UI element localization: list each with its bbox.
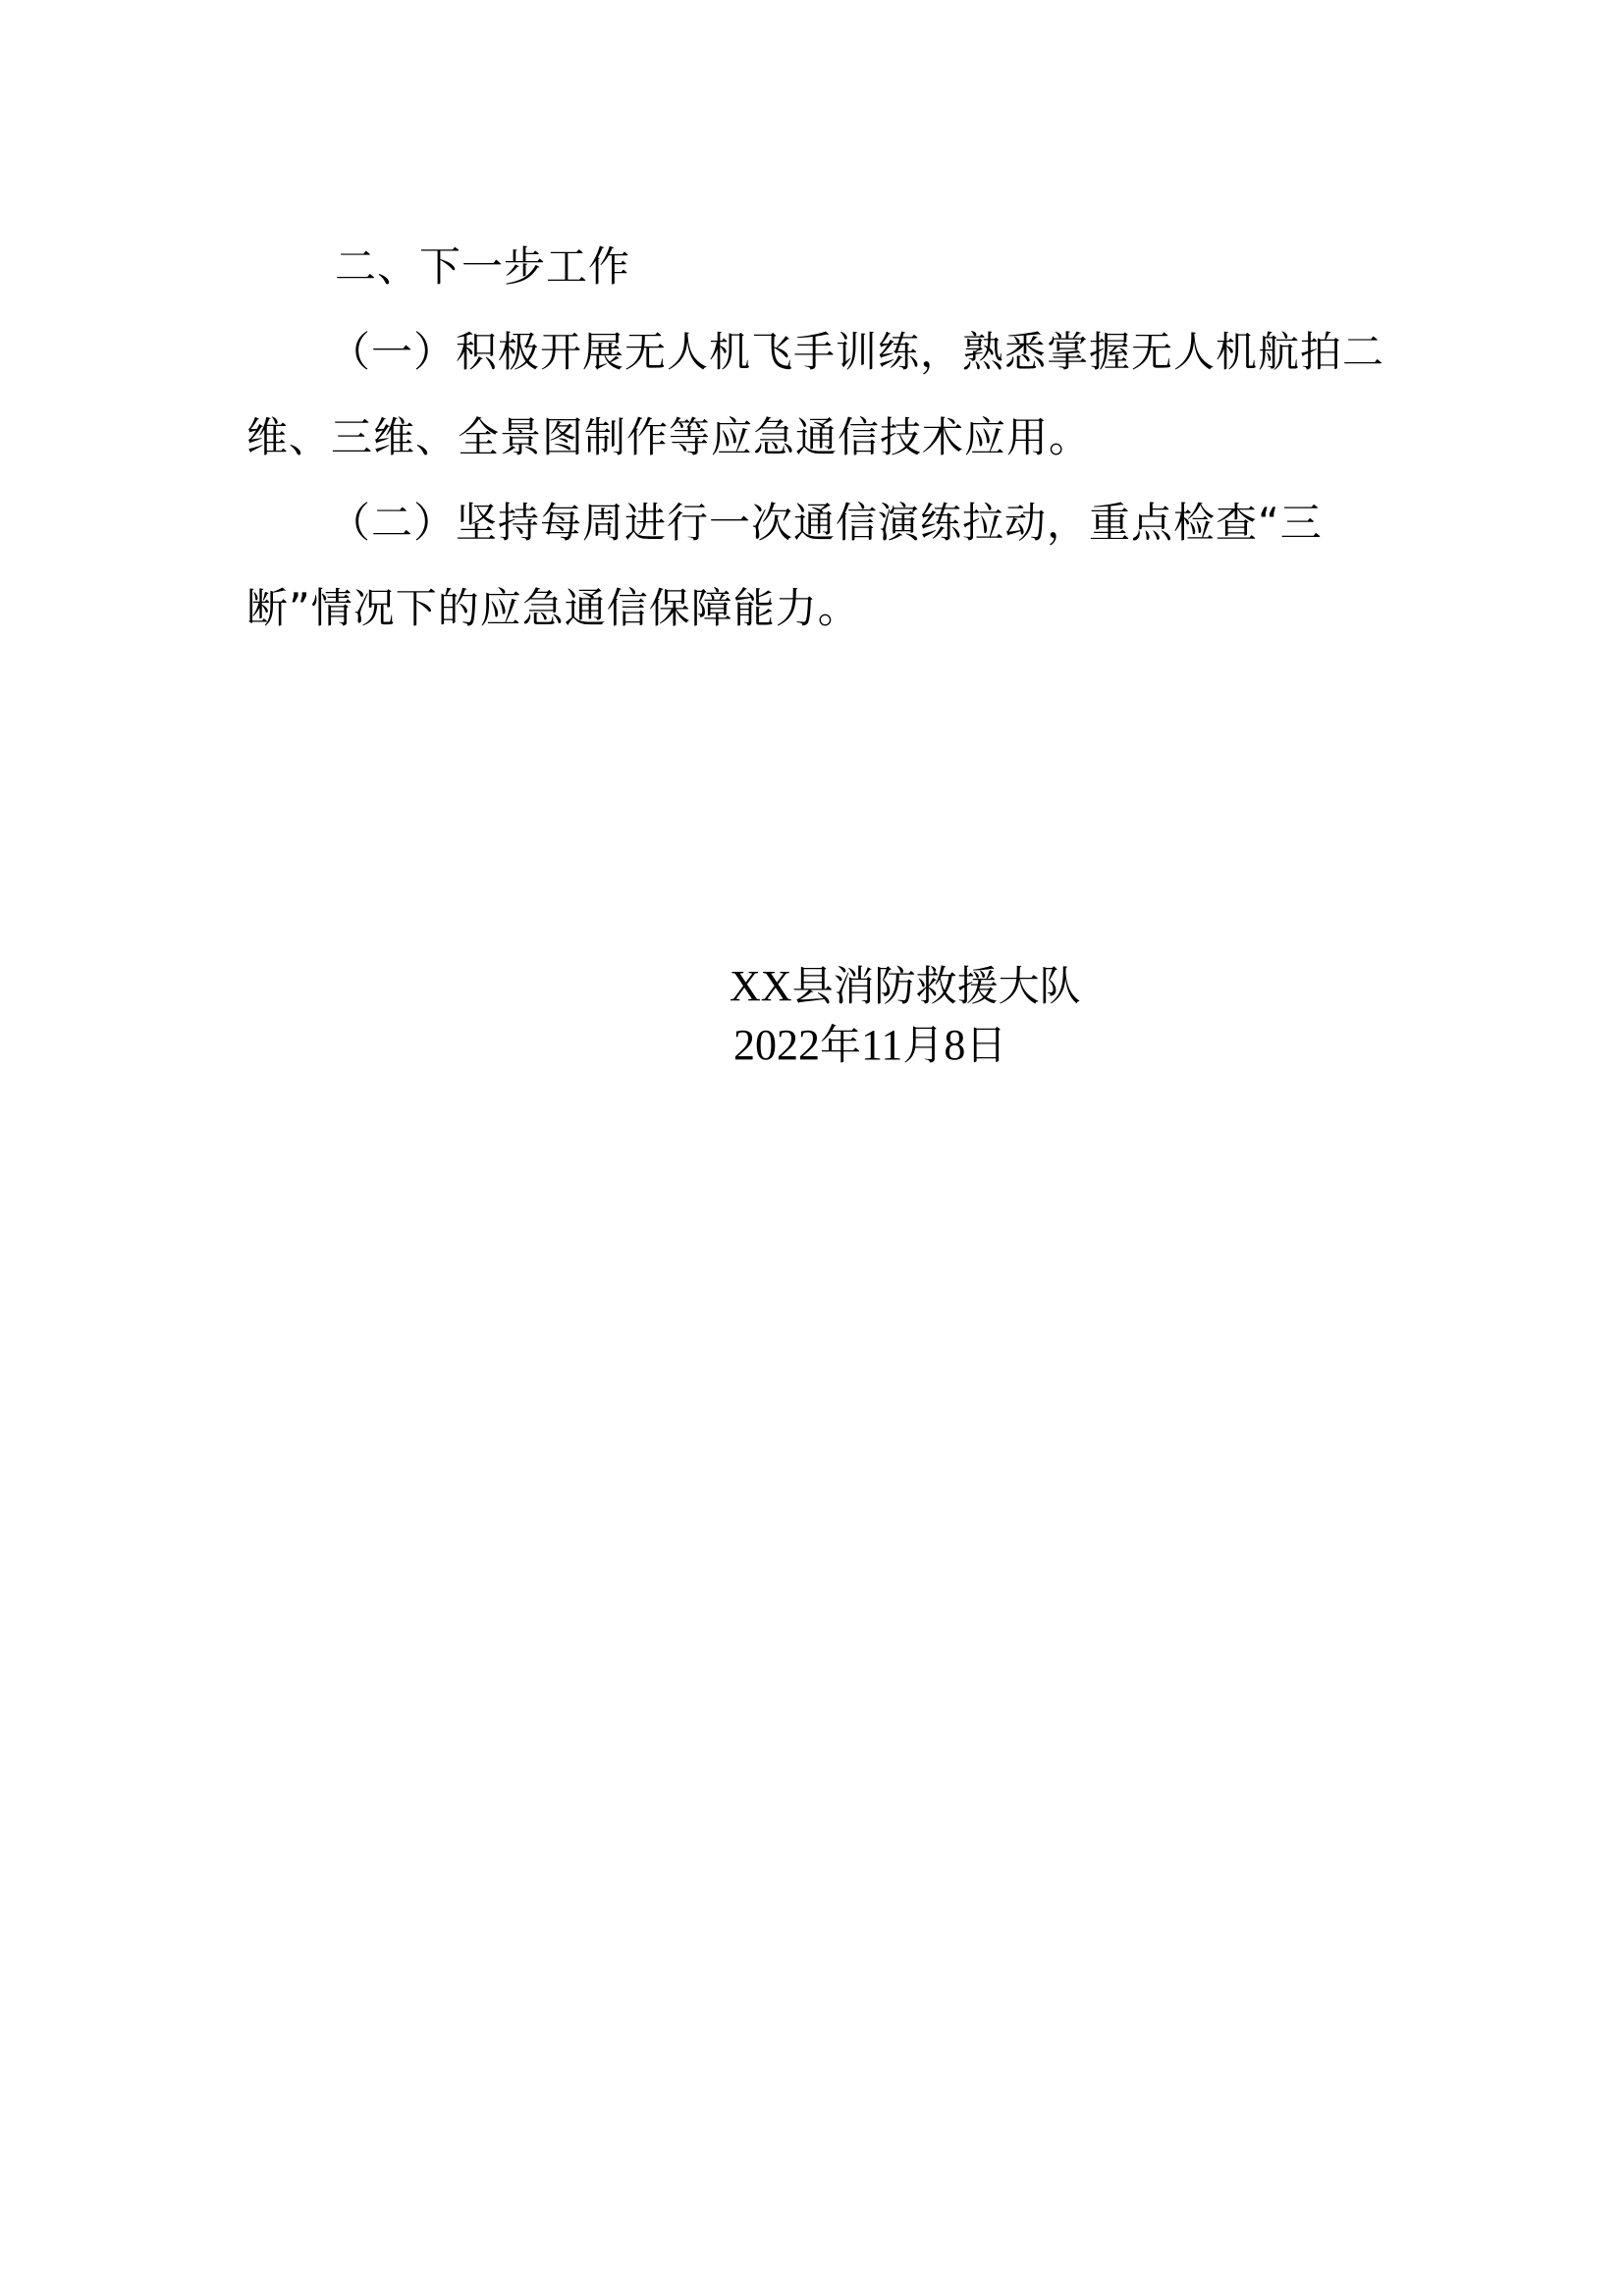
date-day: 8 — [944, 1021, 966, 1069]
date-day-char: 日 — [965, 1021, 1007, 1069]
org-prefix: XX — [730, 962, 792, 1010]
date-month: 11 — [861, 1021, 903, 1069]
section-heading: 二、下一步工作 — [335, 242, 631, 291]
date-year: 2022 — [733, 1021, 820, 1069]
signature-block — [730, 957, 1081, 1075]
item-1-line-1: （一）积极开展无人机飞手训练，熟悉掌握无人机航拍二 — [329, 328, 1385, 376]
item-2-line-2: 断”情况下的应急通信保障能力。 — [246, 584, 860, 632]
item-1-line-2: 维、三维、全景图制作等应急通信技术应用。 — [246, 413, 1092, 461]
document-body — [246, 224, 1385, 651]
date-year-char: 年 — [820, 1021, 862, 1069]
item-2-line-1: （二）坚持每周进行一次通信演练拉动，重点检查“三 — [329, 499, 1323, 547]
signature-date — [730, 1016, 1081, 1075]
org-name: 县消防救援大队 — [791, 962, 1081, 1010]
signature-organization — [730, 957, 1081, 1016]
date-month-char: 月 — [902, 1021, 945, 1069]
